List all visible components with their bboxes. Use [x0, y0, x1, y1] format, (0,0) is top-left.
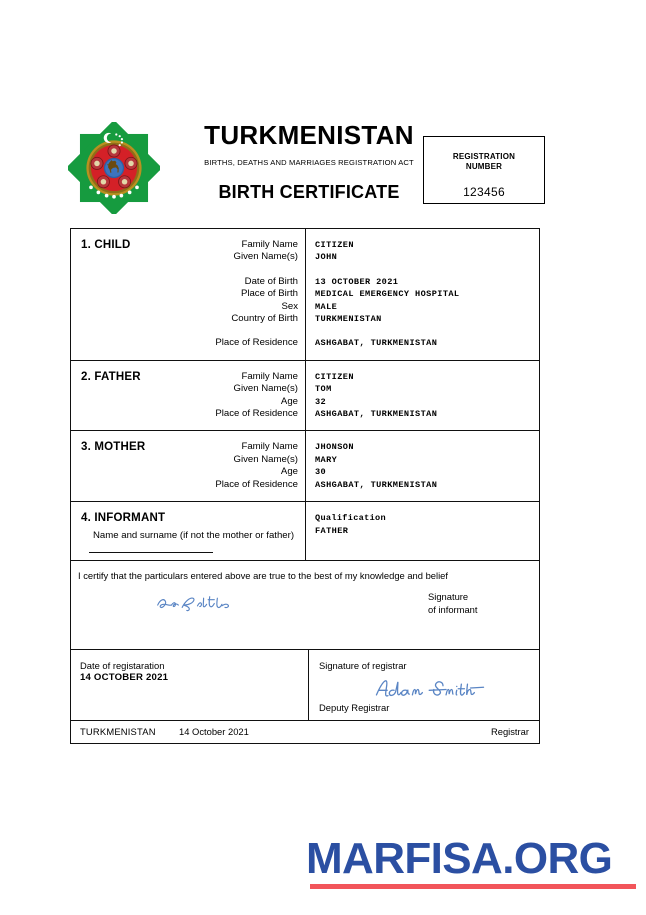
- informant-section-title: 4. INFORMANT: [81, 512, 166, 525]
- value-informant-qualification: FATHER: [315, 525, 349, 536]
- deputy-registrar-label: Deputy Registrar: [319, 702, 390, 714]
- footer-registrar-label: Registrar: [490, 726, 529, 738]
- marfisa-watermark: [306, 836, 640, 898]
- registration-date-label: Date of registaration: [80, 660, 165, 672]
- father-value-list: [306, 361, 539, 431]
- registrar-signature-cell: [309, 650, 539, 720]
- label-mother-family-name: Family Name: [241, 441, 298, 453]
- registration-label-line2: NUMBER: [465, 162, 503, 171]
- value-father-age: 32: [315, 396, 327, 407]
- informant-name-input-line[interactable]: [89, 552, 213, 553]
- value-father-place-of-residence: ASHGABAT, TURKMENISTAN: [315, 409, 438, 420]
- footer-country: TURKMENISTAN: [80, 726, 156, 738]
- country-title: TURKMENISTAN: [204, 120, 414, 150]
- child-section-title: 1. CHILD: [81, 239, 131, 251]
- value-mother-given-names: MARY: [315, 454, 338, 465]
- label-father-age: Age: [280, 395, 298, 407]
- label-child-family-name: Family Name: [241, 239, 298, 250]
- signature-label-line2: of informant: [428, 603, 478, 615]
- informant-name-hint: Name and surname (if not the mother or father): [93, 530, 295, 542]
- value-mother-age: 30: [315, 467, 327, 478]
- document-title: BIRTH CERTIFICATE: [218, 182, 400, 202]
- child-values-column: [306, 229, 539, 360]
- value-child-date-of-birth: 13 OCTOBER 2021: [315, 276, 399, 287]
- label-father-family-name: Family Name: [241, 370, 298, 382]
- registration-number-label: [424, 152, 544, 172]
- father-labels-column: [71, 361, 306, 431]
- watermark-text: MARFISA.ORG: [306, 834, 613, 883]
- section-certification: [71, 561, 539, 650]
- section-registration: [71, 650, 539, 721]
- label-child-given-names: Given Name(s): [233, 251, 298, 263]
- child-labels-column: [71, 229, 306, 360]
- label-child-country-of-birth: Country of Birth: [231, 313, 298, 325]
- section-informant: [71, 502, 539, 561]
- mother-values-column: [306, 431, 539, 501]
- registration-date-cell: [71, 650, 309, 720]
- certificate-table: [70, 228, 540, 744]
- value-child-place-of-birth: MEDICAL EMERGENCY HOSPITAL: [315, 289, 460, 300]
- value-child-family-name: CITIZEN: [315, 240, 354, 250]
- label-child-place-of-residence: Place of Residence: [215, 337, 298, 349]
- section-mother: [71, 431, 539, 502]
- label-mother-age: Age: [280, 466, 298, 478]
- label-father-place-of-residence: Place of Residence: [215, 408, 298, 420]
- value-father-given-names: TOM: [315, 384, 332, 395]
- value-child-country-of-birth: TURKMENISTAN: [315, 314, 382, 325]
- mother-section-title: 3. MOTHER: [81, 441, 146, 454]
- certificate-header: [68, 118, 546, 218]
- watermark-underline: [310, 884, 636, 889]
- registration-date-value: 14 OCTOBER 2021: [80, 672, 169, 684]
- value-mother-family-name: JHONSON: [315, 442, 354, 453]
- footer-date: 14 October 2021: [179, 726, 249, 738]
- informant-qualification-block: [306, 502, 539, 547]
- signature-label-line1: Signature: [428, 591, 469, 603]
- label-informant-qualification: Qualification: [315, 513, 386, 524]
- mother-labels-column: [71, 431, 306, 501]
- signature-of-informant-label: [428, 591, 478, 616]
- father-values-column: [306, 361, 539, 431]
- label-child-date-of-birth: Date of Birth: [244, 275, 298, 287]
- informant-signature-icon: [153, 589, 245, 615]
- informant-values-column: [306, 502, 539, 560]
- label-child-place-of-birth: Place of Birth: [240, 288, 298, 300]
- value-father-family-name: CITIZEN: [315, 371, 354, 382]
- father-section-title: 2. FATHER: [81, 370, 141, 383]
- section-child: [71, 229, 539, 361]
- certification-statement: I certify that the particulars entered above are true to the best of my knowledge and belief: [78, 570, 449, 582]
- value-mother-place-of-residence: ASHGABAT, TURKMENISTAN: [315, 479, 438, 490]
- label-mother-given-names: Given Name(s): [233, 453, 298, 465]
- section-father: [71, 361, 539, 432]
- informant-labels-column: [71, 502, 306, 560]
- registration-number-value: 123456: [463, 185, 505, 199]
- registrar-signature-icon: [371, 675, 489, 701]
- child-value-list: [306, 229, 539, 360]
- signature-of-registrar-label: Signature of registrar: [319, 660, 407, 672]
- label-child-sex: Sex: [281, 300, 298, 312]
- value-child-sex: MALE: [315, 301, 338, 312]
- mother-value-list: [306, 431, 539, 501]
- value-child-place-of-residence: ASHGABAT, TURKMENISTAN: [315, 338, 438, 349]
- registration-label-line1: REGISTRATION: [452, 152, 516, 161]
- label-mother-place-of-residence: Place of Residence: [215, 478, 298, 490]
- section-footer: [71, 721, 539, 743]
- registration-number-box: [423, 136, 545, 204]
- value-child-given-names: JOHN: [315, 252, 338, 263]
- label-father-given-names: Given Name(s): [233, 383, 298, 395]
- header-titles: [164, 118, 454, 203]
- registration-act-subtitle: BIRTHS, DEATHS AND MARRIAGES REGISTRATION ACT: [204, 158, 414, 167]
- turkmenistan-emblem-icon: [68, 122, 160, 214]
